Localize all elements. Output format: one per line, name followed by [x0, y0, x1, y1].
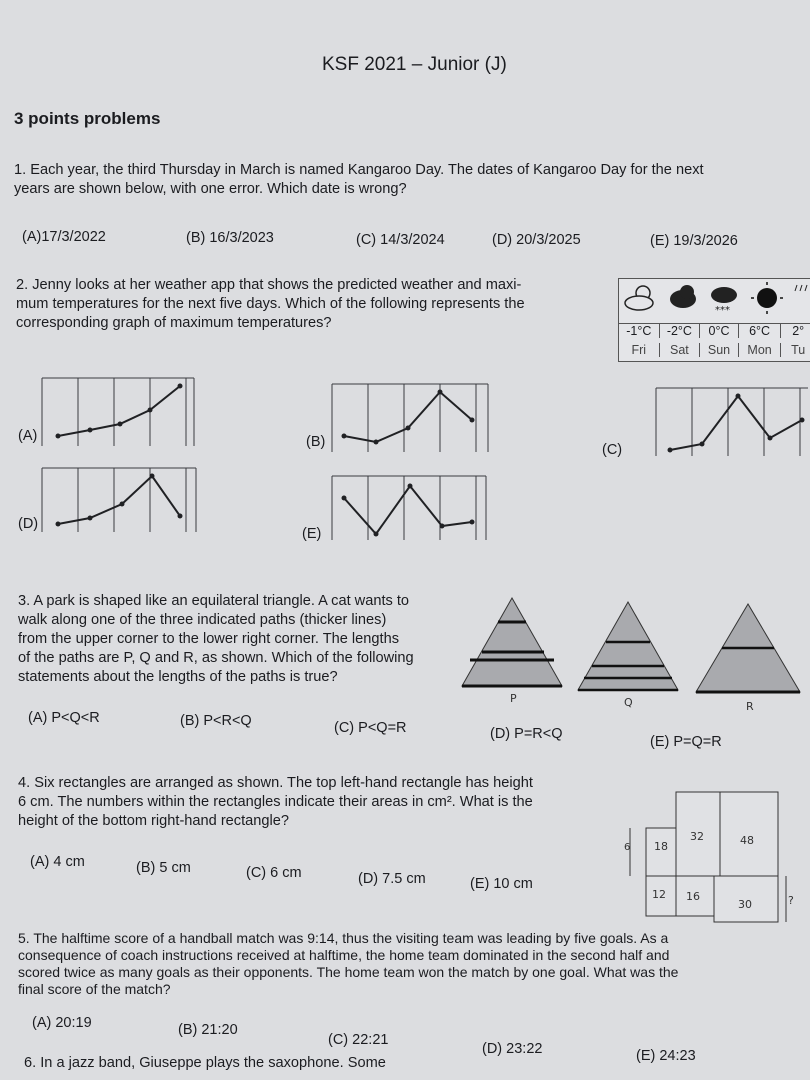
- triangle-label-p: P: [510, 692, 517, 705]
- area-16: 16: [686, 890, 700, 903]
- question-1-text: [14, 161, 810, 199]
- q5-option-d: (D) 23:22: [482, 1041, 543, 1057]
- question-5-line-3: scored twice as many goals as their opponents. The home team won the match by one goal. What was the: [18, 964, 679, 980]
- question-2-text: [16, 276, 525, 333]
- svg-text:***: ***: [715, 305, 730, 316]
- question-3-line-4: of the paths are P, Q and R, as shown. Which of the following: [18, 650, 414, 666]
- section-heading: 3 points problems: [14, 109, 161, 128]
- day-label-5: Tu: [791, 343, 806, 357]
- weather-temps-row: [619, 323, 810, 338]
- graph-label-a: (A): [18, 428, 38, 444]
- area-12: 12: [652, 888, 666, 901]
- q4-option-a: (A) 4 cm: [30, 854, 85, 870]
- weather-days-row: [619, 343, 810, 357]
- q1-option-a: (A)17/3/2022: [22, 229, 106, 245]
- sun-icon: [751, 282, 783, 314]
- question-3-line-5: statements about the lengths of the paths is true?: [18, 669, 338, 685]
- q1-option-b: (B) 16/3/2023: [186, 230, 274, 246]
- weather-icons: [619, 279, 810, 319]
- q4-option-d: (D) 7.5 cm: [358, 871, 426, 887]
- question-4-line-2: 6 cm. The numbers within the rectangles indicate their areas in cm². What is the: [18, 794, 533, 810]
- graph-b: [330, 384, 490, 454]
- day-label-4: Mon: [739, 343, 782, 357]
- q4-option-e: (E) 10 cm: [470, 876, 533, 892]
- q3-option-a: (A) P<Q<R: [28, 710, 100, 726]
- graph-label-e: (E): [302, 526, 322, 542]
- question-1-line-2: years are shown below, with one error. Which date is wrong?: [14, 181, 407, 197]
- partly-cloudy-icon: [625, 286, 653, 310]
- day-label-3: Sun: [700, 343, 739, 357]
- area-32: 32: [690, 830, 704, 843]
- question-1-line-1: 1. Each year, the third Thursday in March is named Kangaroo Day. The dates of Kangaroo Day for the next: [14, 162, 704, 178]
- triangle-figures: [460, 594, 810, 714]
- question-4-line-1: 4. Six rectangles are arranged as shown. The top left-hand rectangle has height: [18, 775, 533, 791]
- triangle-label-q: Q: [624, 696, 633, 709]
- day-label-2: Sat: [660, 343, 701, 357]
- day-label-1: Fri: [619, 343, 660, 357]
- q3-option-c: (C) P<Q=R: [334, 720, 407, 736]
- question-4-text: [18, 774, 533, 831]
- temp-day-2: -2°C: [660, 324, 701, 338]
- graph-label-b: (B): [306, 434, 326, 450]
- weather-app-widget: [618, 278, 810, 362]
- q1-option-d: (D) 20/3/2025: [492, 232, 581, 248]
- triangle-r: [696, 604, 800, 713]
- question-3-line-1: 3. A park is shaped like an equilateral triangle. A cat wants to: [18, 593, 410, 609]
- q5-option-e: (E) 24:23: [636, 1048, 696, 1064]
- question-2-line-1: 2. Jenny looks at her weather app that shows the predicted weather and maxi-: [16, 277, 522, 293]
- graph-e: [328, 476, 488, 542]
- question-4-line-3: height of the bottom right-hand rectangle?: [18, 813, 289, 829]
- area-48: 48: [740, 834, 754, 847]
- graph-c: [652, 388, 810, 458]
- question-3-line-3: from the upper corner to the lower right corner. The lengths: [18, 631, 399, 647]
- triangle-label-r: R: [746, 700, 754, 713]
- unknown-height-label: ?: [788, 894, 794, 907]
- question-5-line-4: final score of the match?: [18, 981, 171, 997]
- triangle-p: [462, 598, 562, 705]
- question-5-line-2: consequence of coach instructions received at halftime, the home team dominated in the second half and: [18, 947, 670, 963]
- q3-option-d: (D) P=R<Q: [490, 726, 563, 742]
- area-18: 18: [654, 840, 668, 853]
- temp-day-3: 0°C: [700, 324, 739, 338]
- page-title: KSF 2021 – Junior (J): [322, 54, 507, 75]
- q5-option-a: (A) 20:19: [32, 1015, 92, 1031]
- snow-cloud-icon: [711, 287, 737, 316]
- q1-option-e: (E) 19/3/2026: [650, 233, 738, 249]
- graph-a: [40, 378, 200, 448]
- height-label: 6: [624, 842, 631, 853]
- q4-option-b: (B) 5 cm: [136, 860, 191, 876]
- rectangles-figure: [622, 784, 802, 934]
- question-3-text: [18, 592, 414, 687]
- q4-option-c: (C) 6 cm: [246, 865, 302, 881]
- question-2-line-2: mum temperatures for the next five days. Which of the following represents the: [16, 296, 525, 312]
- question-3-line-2: walk along one of the three indicated paths (thicker lines): [18, 612, 387, 628]
- q1-option-c: (C) 14/3/2024: [356, 232, 445, 248]
- triangle-q: [578, 602, 678, 709]
- area-30: 30: [738, 898, 752, 911]
- q3-option-e: (E) P=Q=R: [650, 734, 722, 750]
- q5-option-c: (C) 22:21: [328, 1032, 389, 1048]
- q3-option-b: (B) P<R<Q: [180, 713, 252, 729]
- question-5-line-1: 5. The halftime score of a handball match was 9:14, thus the visiting team was leading by five goals. As a: [18, 930, 669, 946]
- question-2-line-3: corresponding graph of maximum temperatures?: [16, 315, 332, 331]
- graph-d: [40, 468, 200, 534]
- temp-day-1: -1°C: [619, 324, 660, 338]
- temp-day-4: 6°C: [739, 324, 782, 338]
- question-6-text: 6. In a jazz band, Giuseppe plays the saxophone. Some: [24, 1055, 386, 1071]
- graph-label-c: (C): [602, 442, 623, 458]
- cloud-icon: [670, 285, 696, 308]
- q5-option-b: (B) 21:20: [178, 1022, 238, 1038]
- temp-day-5: 2°: [792, 324, 805, 338]
- graph-label-d: (D): [18, 516, 39, 532]
- question-5-text: [18, 930, 798, 998]
- rain-icon: [795, 285, 807, 291]
